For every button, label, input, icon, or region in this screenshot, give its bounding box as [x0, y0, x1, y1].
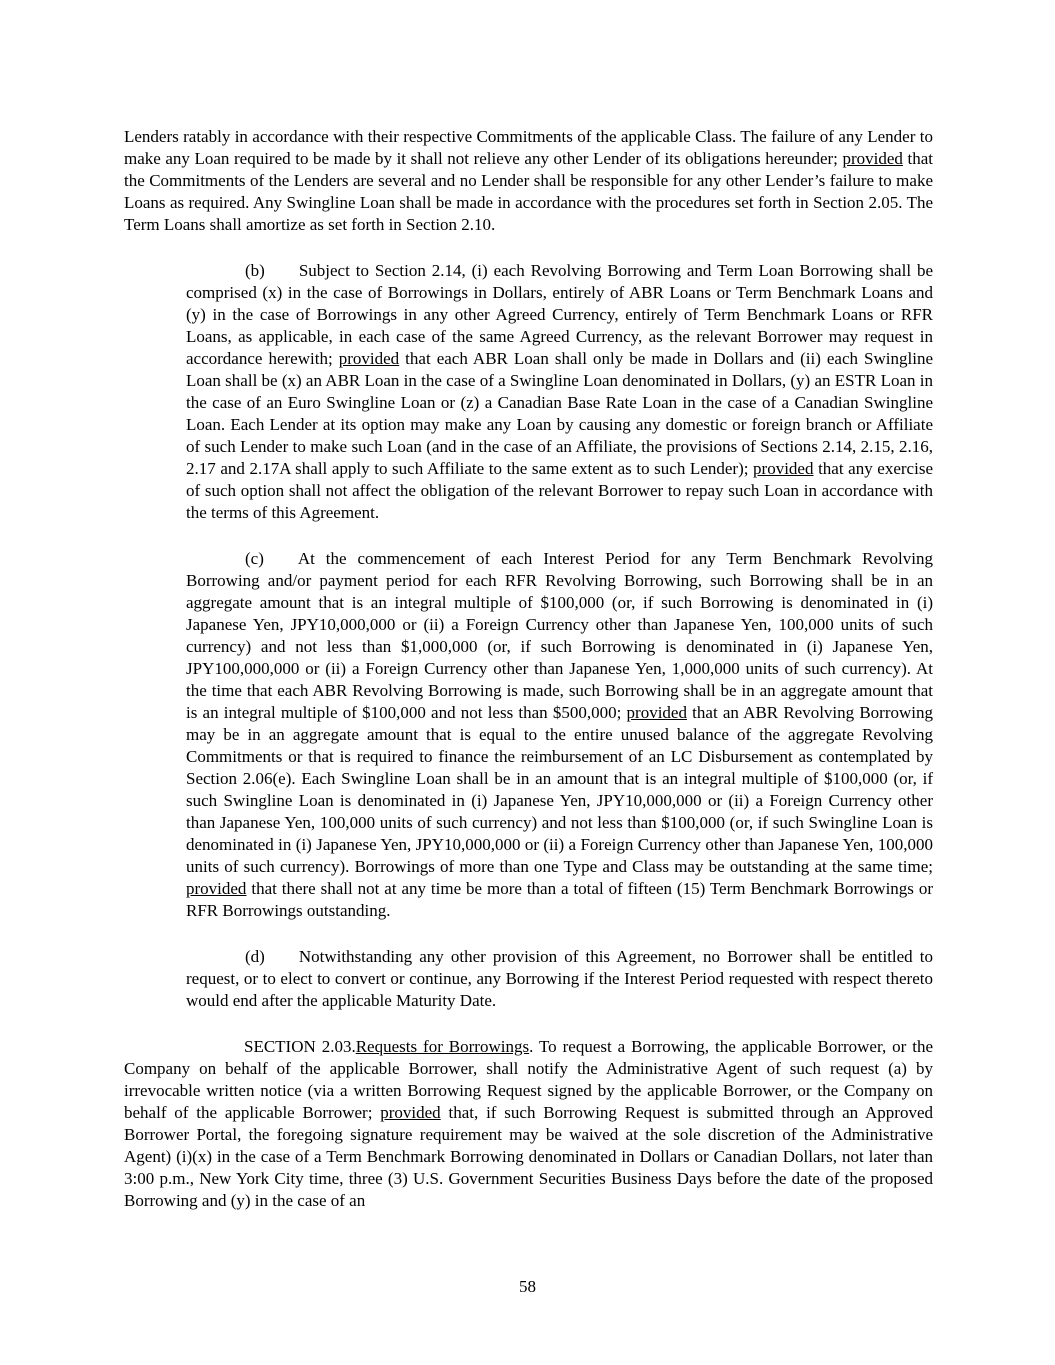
page-number: 58 [519, 1277, 536, 1296]
underlined-text-run: provided [753, 459, 814, 478]
underlined-text-run: provided [626, 703, 687, 722]
underlined-text-run: provided [842, 149, 903, 168]
paragraph-subsection-b [186, 260, 933, 524]
text-run: that any exercise of such option shall not affect the obligation of the relevant Borrower to repay such Loan in accordance with the terms of this Agreement. [186, 459, 933, 522]
text-run: (d) [245, 947, 265, 966]
text-run: . To request a Borrowing, the applicable Borrower, or the Company on behalf of the applicable Borrower, shall notify the Administrative Agent of such request (a) by irrevocable written notice (via a written Borrowing Request signed by the applicable Borrower, or the Company on behalf of the applicable Borrower; [124, 1037, 934, 1122]
underlined-text-run: provided [186, 879, 247, 898]
text-run: that an ABR Revolving Borrowing may be in an aggregate amount that is equal to the entire unused balance of the aggregate Revolving Commitments or that is required to finance the reimbursement of an LC Disbursement as contemplated by Section 2.06(e). Each Swingline Loan shall be in an amount that is an integral multiple of $100,000 (or, if such Swingline Loan is denominated in (i) Japanese Yen, JPY10,000,000 or (ii) a Foreign Currency other than Japanese Yen, 100,000 units of such currency) and not less than $100,000 (or, if such Swingline Loan is denominated in (i) Japanese Yen, JPY10,000,000 or (ii) a Foreign Currency other than Japanese Yen, 100,000 units of such currency). Borrowings of more than one Type and Class may be outstanding at the same time; [186, 703, 934, 876]
text-run: that, if such Borrowing Request is submitted through an Approved Borrower Portal, the foregoing signature requirement may be waived at the sole discretion of the Administrative Agent) (i)(x) in the case of a Term Benchmark Borrowing denominated in Dollars or Canadian Dollars, not later than 3:00 p.m., New York City time, three (3) U.S. Government Securities Business Days before the date of the proposed Borrowing and (y) in the case of an [124, 1103, 934, 1210]
text-run: that each ABR Loan shall only be made in Dollars and (ii) each Swingline Loan shall be (x) an ABR Loan in the case of a Swingline Loan denominated in Dollars, (y) an ESTR Loan in the case of an Euro Swingline Loan or (z) a Canadian Base Rate Loan in the case of a Canadian Swingline Loan. Each Lender at its option may make any Loan by causing any domestic or foreign branch or Affiliate of such Lender to make such Loan (and in the case of an Affiliate, the provisions of Sections 2.14, 2.15, 2.16, 2.17 and 2.17A shall apply to such Affiliate to the same extent as to such Lender); [186, 349, 933, 478]
underlined-text-run: Requests for Borrowings [355, 1037, 530, 1056]
text-run: that the Commitments of the Lenders are several and no Lender shall be responsible for any other Lender’s failure to make Loans as required. Any Swingline Loan shall be made in accordance with the procedures set forth in Section 2.05. The Term Loans shall amortize as set forth in Section 2.10. [124, 149, 933, 234]
paragraph-subsection-d [186, 946, 933, 1012]
text-run: SECTION 2.03. [244, 1037, 356, 1056]
text-run: that there shall not at any time be more than a total of fifteen (15) Term Benchmark Borrowings or RFR Borrowings outstanding. [186, 879, 933, 920]
page-body-text [124, 126, 933, 1212]
text-run: Subject to Section 2.14, (i) each Revolving Borrowing and Term Loan Borrowing shall be comprised (x) in the case of Borrowings in Dollars, entirely of ABR Loans or Term Benchmark Loans and (y) in the case of Borrowings in any other Agreed Currency, entirely of Term Benchmark Loans or RFR Loans, as applicable, in each case of the same Agreed Currency, as the relevant Borrower may request in accordance herewith; [186, 261, 933, 368]
text-run: At the commencement of each Interest Period for any Term Benchmark Revolving Borrowing and/or payment period for each RFR Revolving Borrowing, such Borrowing shall be in an aggregate amount that is an integral multiple of $100,000 (or, if such Borrowing is denominated in (i) Japanese Yen, JPY10,000,000 or (ii) a Foreign Currency other than Japanese Yen, 100,000 units of such currency) and not less than $1,000,000 (or, if such Borrowing is denominated in (i) Japanese Yen, JPY100,000,000 or (ii) a Foreign Currency other than Japanese Yen, 1,000,000 units of such currency). At the time that each ABR Revolving Borrowing is made, such Borrowing shall be in an aggregate amount that is an integral multiple of $100,000 and not less than $500,000; [186, 549, 933, 722]
text-run: Notwithstanding any other provision of this Agreement, no Borrower shall be entitled to request, or to elect to convert or continue, any Borrowing if the Interest Period requested with respect thereto would end after the applicable Maturity Date. [186, 947, 933, 1010]
paragraph-section-2-03 [124, 1036, 933, 1212]
text-run: Lenders ratably in accordance with their respective Commitments of the applicable Class. The failure of any Lender to make any Loan required to be made by it shall not relieve any other Lender of its obligations hereunder; [124, 127, 933, 168]
underlined-text-run: provided [338, 349, 400, 368]
paragraph-subsection-c [186, 548, 933, 922]
paragraph-continuation [124, 126, 933, 236]
text-run: (c) [245, 549, 264, 568]
underlined-text-run: provided [380, 1103, 441, 1122]
text-run: (b) [245, 261, 265, 280]
